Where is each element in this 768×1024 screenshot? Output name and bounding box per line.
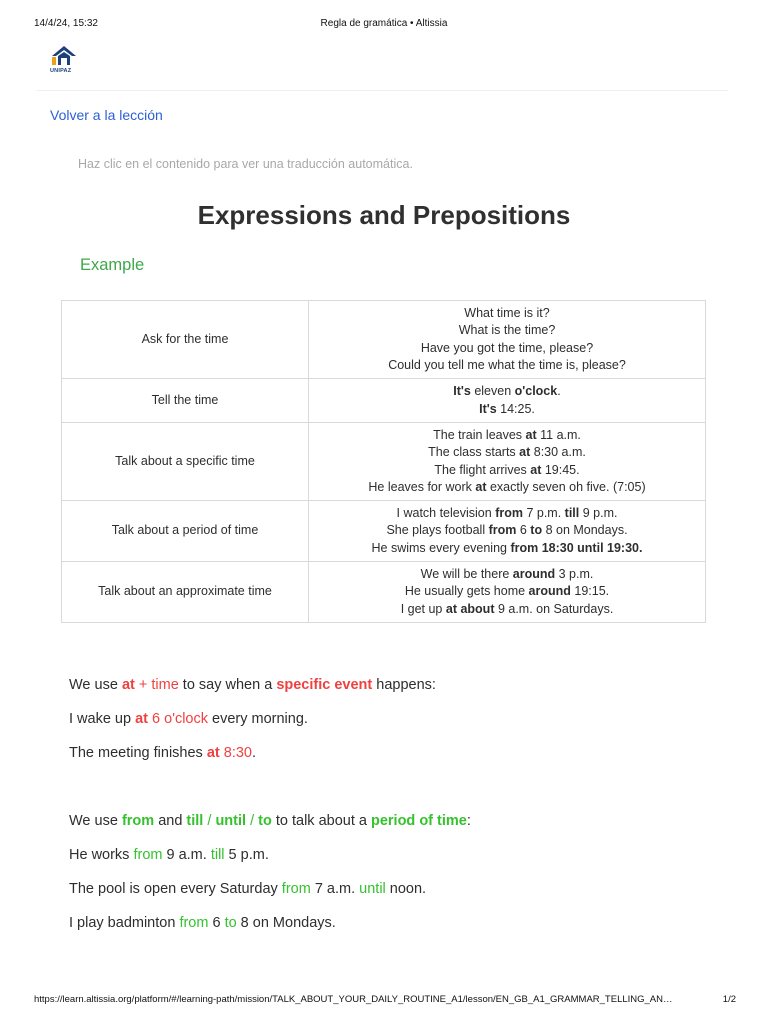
text-segment: from xyxy=(121,813,155,829)
text-segment: . xyxy=(557,384,561,398)
examples-cell xyxy=(309,423,706,501)
text-segment: . xyxy=(252,745,257,761)
text-segment: He swims every evening xyxy=(371,540,511,555)
example-sentence xyxy=(313,566,701,584)
unipaz-logo xyxy=(48,44,80,80)
text-segment: 19:15. xyxy=(570,584,610,599)
text-segment: until xyxy=(215,813,247,829)
text-segment: What is the time? xyxy=(458,323,556,337)
text-segment: o'clock xyxy=(514,384,558,398)
example-sentence xyxy=(313,601,701,619)
text-segment: at xyxy=(135,711,148,727)
rule-example xyxy=(69,745,256,761)
text-segment: around xyxy=(528,584,571,599)
text-segment: 6 xyxy=(208,915,225,931)
rule-at-intro xyxy=(69,677,436,693)
usage-cell: Talk about an approximate time xyxy=(62,562,309,623)
example-sentence xyxy=(313,505,701,523)
page-title: Expressions and Prepositions xyxy=(197,200,571,230)
example-sentence xyxy=(313,322,701,340)
text-segment: period of time xyxy=(370,813,467,829)
table-row xyxy=(62,301,706,379)
text-segment: I wake up xyxy=(69,711,136,727)
text-segment: We will be there xyxy=(420,566,513,581)
text-segment: Could you tell me what the time is, please? xyxy=(388,358,626,372)
example-sentence xyxy=(313,340,701,358)
text-segment: from xyxy=(488,523,517,538)
text-segment: What time is it? xyxy=(464,305,550,320)
text-segment: 8:30 xyxy=(223,745,252,761)
text-segment: We use xyxy=(69,813,122,829)
logo-mark-icon xyxy=(48,44,80,70)
text-segment: at xyxy=(121,677,135,693)
header-divider xyxy=(36,90,728,91)
page-url: https://learn.altissia.org/platform/#/learning-path/mission/TALK_ABOUT_YOUR_DAILY_ROUTINE_A1/lesson/EN_GB_A1_GRAMMAR_TELLING_AN… xyxy=(34,994,673,1005)
text-segment: from xyxy=(495,505,523,520)
text-segment: We use xyxy=(69,677,122,693)
text-segment: 6 o'clock xyxy=(152,711,208,727)
table-row xyxy=(62,562,706,623)
logo-text: UNIPAZ xyxy=(50,68,72,74)
text-segment: happens: xyxy=(372,677,436,693)
text-segment: specific event xyxy=(276,677,373,693)
text-segment: The flight arrives xyxy=(434,462,531,477)
text-segment: 7 p.m. xyxy=(522,505,565,520)
rule-from-intro xyxy=(69,813,471,829)
text-segment: time xyxy=(151,677,179,693)
example-sentence xyxy=(313,401,701,419)
text-segment: The class starts xyxy=(428,445,520,459)
text-segment: He usually gets home xyxy=(404,584,529,599)
examples-cell xyxy=(309,379,706,423)
print-date: 14/4/24, 15:32 xyxy=(34,18,98,29)
text-segment: from 18:30 until 19:30. xyxy=(510,540,643,555)
example-sentence xyxy=(313,305,701,323)
rule-example xyxy=(69,847,269,863)
text-segment: / xyxy=(246,813,259,829)
text-segment: at xyxy=(530,462,542,477)
print-header xyxy=(0,18,768,32)
text-segment: noon. xyxy=(385,881,427,897)
text-segment: / xyxy=(203,813,216,829)
example-heading: Example xyxy=(80,256,145,274)
text-segment: at xyxy=(206,745,220,761)
text-segment: at about xyxy=(445,601,495,616)
text-segment: to talk about a xyxy=(271,813,371,829)
text-segment: 8 on Mondays. xyxy=(236,915,336,931)
rule-example xyxy=(69,881,426,897)
translation-hint[interactable]: Haz clic en el contenido para ver una traducción automática. xyxy=(78,157,413,171)
text-segment: 6 xyxy=(516,523,531,538)
text-segment: He leaves for work xyxy=(368,480,476,494)
print-title: Regla de gramática • Altissia xyxy=(320,18,448,29)
text-segment: + xyxy=(134,677,152,693)
text-segment: and xyxy=(154,813,187,829)
rule-example xyxy=(69,915,336,931)
text-segment: I play badminton xyxy=(69,915,180,931)
text-segment: 7 a.m. xyxy=(310,881,360,897)
example-sentence xyxy=(313,444,701,462)
back-to-lesson-link[interactable]: Volver a la lección xyxy=(50,107,163,123)
text-segment: from xyxy=(133,847,163,863)
text-segment: at xyxy=(475,480,487,494)
text-segment: till xyxy=(186,813,204,829)
text-segment: Have you got the time, please? xyxy=(420,340,594,355)
examples-cell xyxy=(309,301,706,379)
text-segment: The meeting finishes xyxy=(69,745,207,761)
table-row xyxy=(62,501,706,562)
text-segment: I watch television xyxy=(396,505,496,520)
page-number: 1/2 xyxy=(722,994,736,1005)
example-sentence xyxy=(313,522,701,540)
text-segment: He works xyxy=(69,847,134,863)
example-sentence xyxy=(313,427,701,445)
text-segment: 19:45. xyxy=(541,462,580,477)
rule-example xyxy=(69,711,308,727)
examples-table xyxy=(61,300,706,623)
text-segment: to xyxy=(258,813,272,829)
text-segment: till xyxy=(210,847,225,863)
example-sentence xyxy=(313,540,701,558)
text-segment: 8 on Mondays. xyxy=(542,523,628,538)
text-segment: at xyxy=(525,427,537,442)
example-sentence xyxy=(313,357,701,375)
usage-cell: Talk about a specific time xyxy=(62,423,309,501)
text-segment: to xyxy=(530,523,543,538)
text-segment: 9 p.m. xyxy=(579,505,618,520)
text-segment: 5 p.m. xyxy=(224,847,269,863)
example-sentence xyxy=(313,479,701,497)
usage-cell: Talk about a period of time xyxy=(62,501,309,562)
text-segment: She plays football xyxy=(386,523,489,538)
usage-cell: Ask for the time xyxy=(62,301,309,379)
text-segment: It's xyxy=(479,401,497,416)
example-sentence xyxy=(313,383,701,401)
text-segment: It's xyxy=(453,384,471,398)
text-segment: 14:25. xyxy=(496,401,535,416)
text-segment: 8:30 a.m. xyxy=(530,445,586,459)
text-segment: from xyxy=(281,881,311,897)
example-sentence xyxy=(313,462,701,480)
text-segment: I get up xyxy=(400,601,446,616)
text-segment: to say when a xyxy=(178,677,277,693)
text-segment: to xyxy=(224,915,237,931)
text-segment: 9 a.m. xyxy=(162,847,211,863)
text-segment: till xyxy=(564,505,580,520)
text-segment: : xyxy=(466,813,471,829)
text-segment: 3 p.m. xyxy=(555,566,594,581)
text-segment: The train leaves xyxy=(433,427,526,442)
table-row xyxy=(62,379,706,423)
text-segment: from xyxy=(179,915,209,931)
text-segment: exactly seven oh five. (7:05) xyxy=(486,480,646,494)
text-segment: 11 a.m. xyxy=(536,427,581,442)
text-segment: 9 a.m. on Saturdays. xyxy=(494,601,614,616)
examples-cell xyxy=(309,562,706,623)
text-segment: around xyxy=(512,566,556,581)
text-segment: The pool is open every Saturday xyxy=(69,881,282,897)
text-segment: until xyxy=(359,881,386,897)
usage-cell: Tell the time xyxy=(62,379,309,423)
table-row xyxy=(62,423,706,501)
example-sentence xyxy=(313,583,701,601)
text-segment: eleven xyxy=(470,384,515,398)
text-segment: every morning. xyxy=(208,711,308,727)
text-segment: at xyxy=(519,445,531,459)
examples-cell xyxy=(309,501,706,562)
